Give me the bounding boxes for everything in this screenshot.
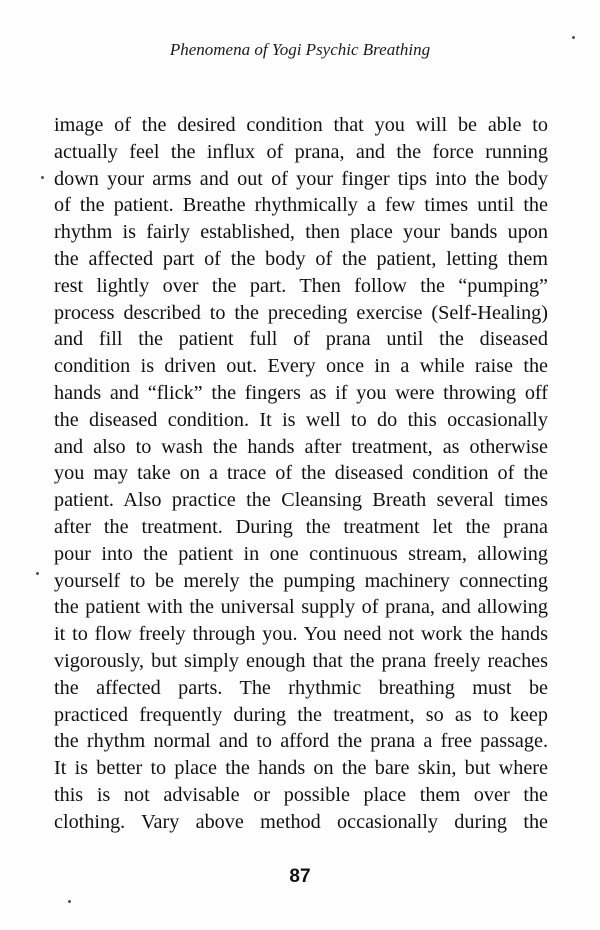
body-line: rhythm is fairly established, then place your bands upon [54, 221, 548, 244]
body-line: rest lightly over the part. Then follow the “pumping” [54, 274, 548, 297]
body-line: hands and “flick” the fingers as if you were throwing off [54, 381, 548, 404]
body-line: vigorously, but simply enough that the prana freely reaches [54, 649, 548, 672]
body-line: practiced frequently during the treatment, so as to keep [54, 703, 548, 726]
body-line: down your arms and out of your finger tips into the body [54, 167, 548, 190]
body-line: and fill the patient full of prana until the diseased [54, 328, 548, 351]
body-line: you may take on a trace of the diseased condition of the [54, 462, 548, 485]
body-line: this is not advisable or possible place them over the [54, 783, 548, 806]
body-line: clothing. Vary above method occasionally during the [54, 810, 548, 833]
page-number: 87 [289, 866, 311, 887]
body-line: actually feel the influx of prana, and the force running [54, 140, 548, 163]
body-text [54, 112, 548, 836]
body-line: of the patient. Breathe rhythmically a few times until the [54, 194, 548, 217]
body-line: It is better to place the hands on the bare skin, but where [54, 757, 548, 780]
running-head: Phenomena of Yogi Psychic Breathing [169, 40, 431, 59]
body-line: the rhythm normal and to afford the prana a free passage. [54, 730, 548, 753]
body-line: the affected part of the body of the patient, letting them [54, 247, 548, 270]
body-line: yourself to be merely the pumping machinery connecting [54, 569, 548, 592]
body-line: process described to the preceding exercise (Self-Healing) [54, 301, 548, 324]
body-line: it to flow freely through you. You need not work the hands [54, 623, 548, 646]
body-line: pour into the patient in one continuous stream, allowing [54, 542, 548, 565]
body-line: the affected parts. The rhythmic breathing must be [54, 676, 548, 699]
body-line: condition is driven out. Every once in a while raise the [54, 355, 548, 378]
body-line: the patient with the universal supply of prana, and allowing [54, 596, 548, 619]
print-speck [68, 900, 71, 903]
body-line: image of the desired condition that you will be able to [54, 114, 548, 136]
body-line: the diseased condition. It is well to do this occasionally [54, 408, 548, 431]
body-line: after the treatment. During the treatment let the prana [54, 515, 548, 538]
print-speck [41, 176, 44, 179]
body-line: patient. Also practice the Cleansing Breath several times [54, 489, 548, 512]
print-speck [572, 36, 575, 39]
body-line: and also to wash the hands after treatment, as otherwise [54, 435, 548, 458]
print-speck [36, 572, 39, 575]
